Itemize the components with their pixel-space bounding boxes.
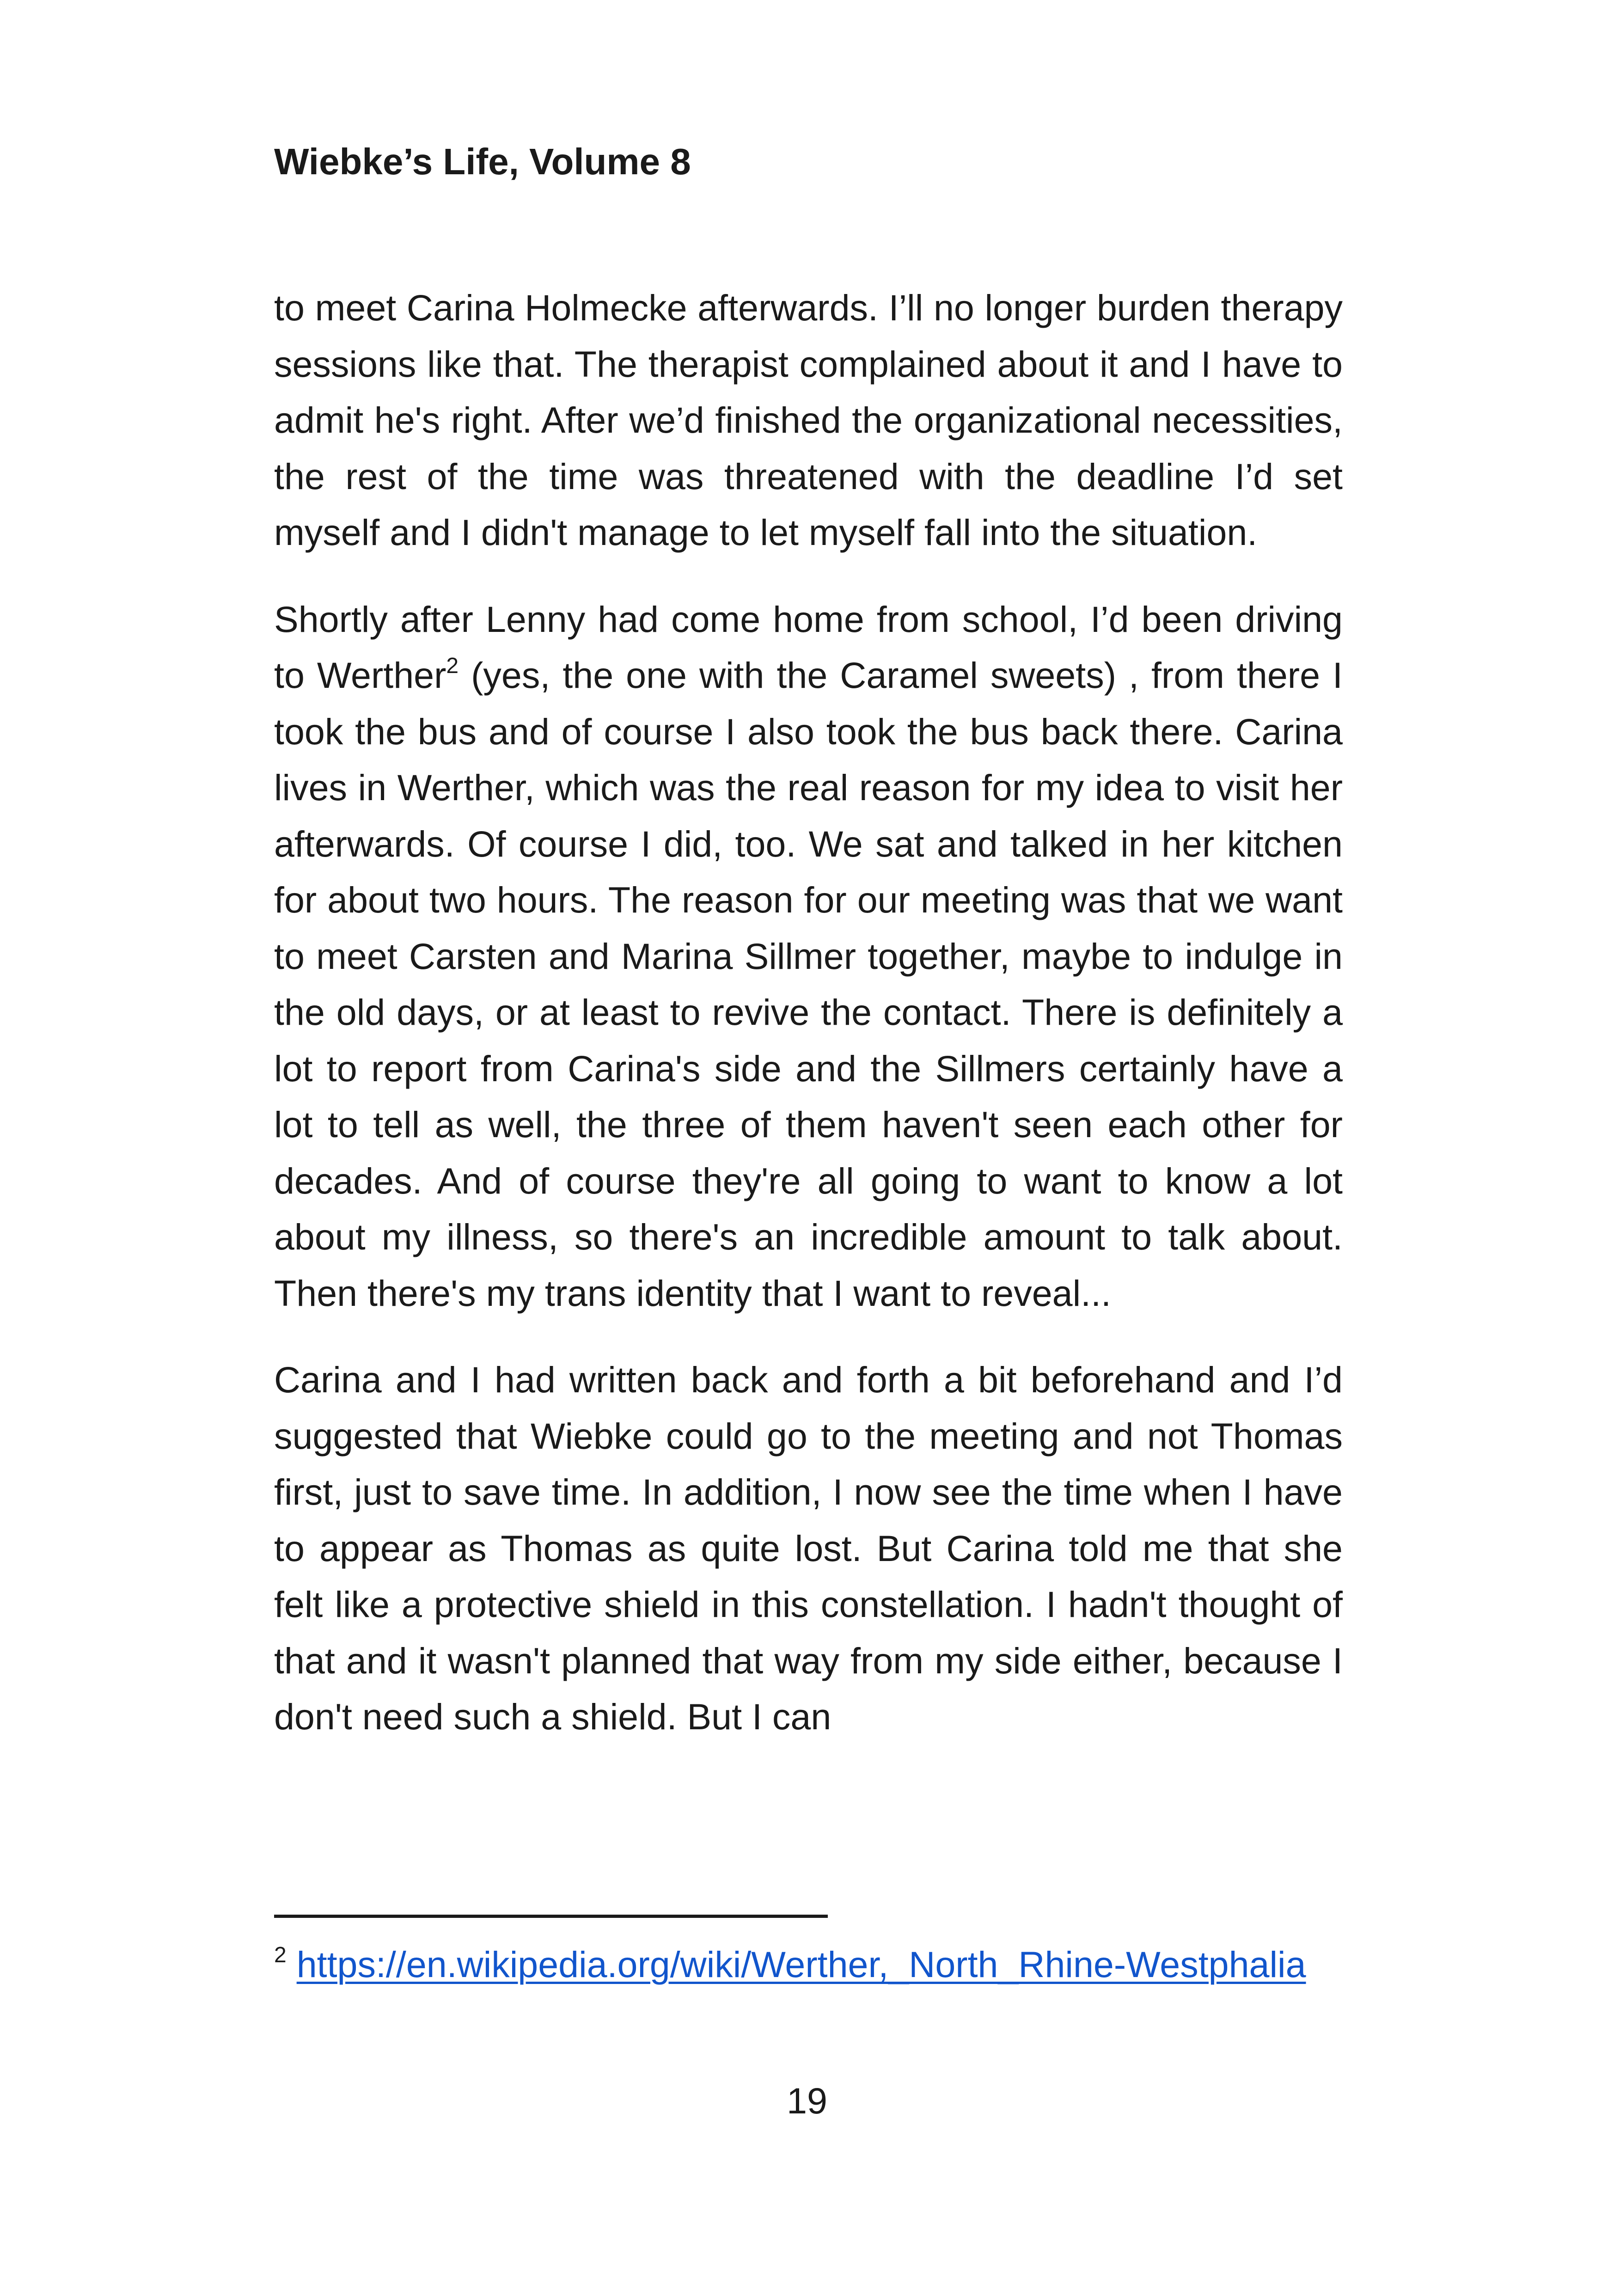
- paragraph-3: Carina and I had written back and forth a bit beforehand and I’d suggested that Wiebke could go to the meeting and not Thomas first, just to save time. In addition, I now see the time when I have to appear as Thomas as quite lost. But Carina told me that she felt like a protective shield in this constellation. I hadn't thought of that and it wasn't planned that way from my side either, because I don't need such a shield. But I can: [274, 1359, 1343, 1737]
- body-text: [274, 280, 1343, 1776]
- footnote-link[interactable]: https://en.wikipedia.org/wiki/Werther,_North_Rhine-Westphalia: [296, 1944, 1306, 1985]
- running-header: Wiebke’s Life, Volume 8: [274, 141, 691, 182]
- page-number: 19: [787, 2080, 827, 2121]
- footnote-marker: 2: [274, 1943, 287, 1967]
- paragraph-2: [274, 591, 1343, 1322]
- paragraph-2-text-after: (yes, the one with the Caramel sweets) , from there I took the bus and of course I also took the bus back there. Carina lives in Werther, which was the real reason for my idea to visit her afterwards. Of course I did, too. We sat and talked in her kitchen for about two hours. The reason for our meeting was that we want to meet Carsten and Marina Sillmer together, maybe to indulge in the old days, or at least to revive the contact. There is definitely a lot to report from Carina's side and the Sillmers certainly have a lot to tell as well, the three of them haven't seen each other for decades. And of course they're all going to want to know a lot about my illness, so there's an incredible amount to talk about. Then there's my trans identity that I want to reveal...: [274, 655, 1343, 1314]
- footnote-separator: [274, 1915, 828, 1918]
- footnote: [274, 1941, 1306, 1988]
- paragraph-2-text-before: Shortly after Lenny had come home from school, I’d been driving to Werther: [274, 598, 1343, 696]
- footnote-reference[interactable]: 2: [446, 654, 459, 678]
- paragraph-1: to meet Carina Holmecke afterwards. I’ll no longer burden therapy sessions like that. The therapist complained about it and I have to admit he's right. After we’d finished the organizational necessities, the rest of the time was threatened with the deadline I’d set myself and I didn't manage to let myself fall into the situation.: [274, 287, 1343, 553]
